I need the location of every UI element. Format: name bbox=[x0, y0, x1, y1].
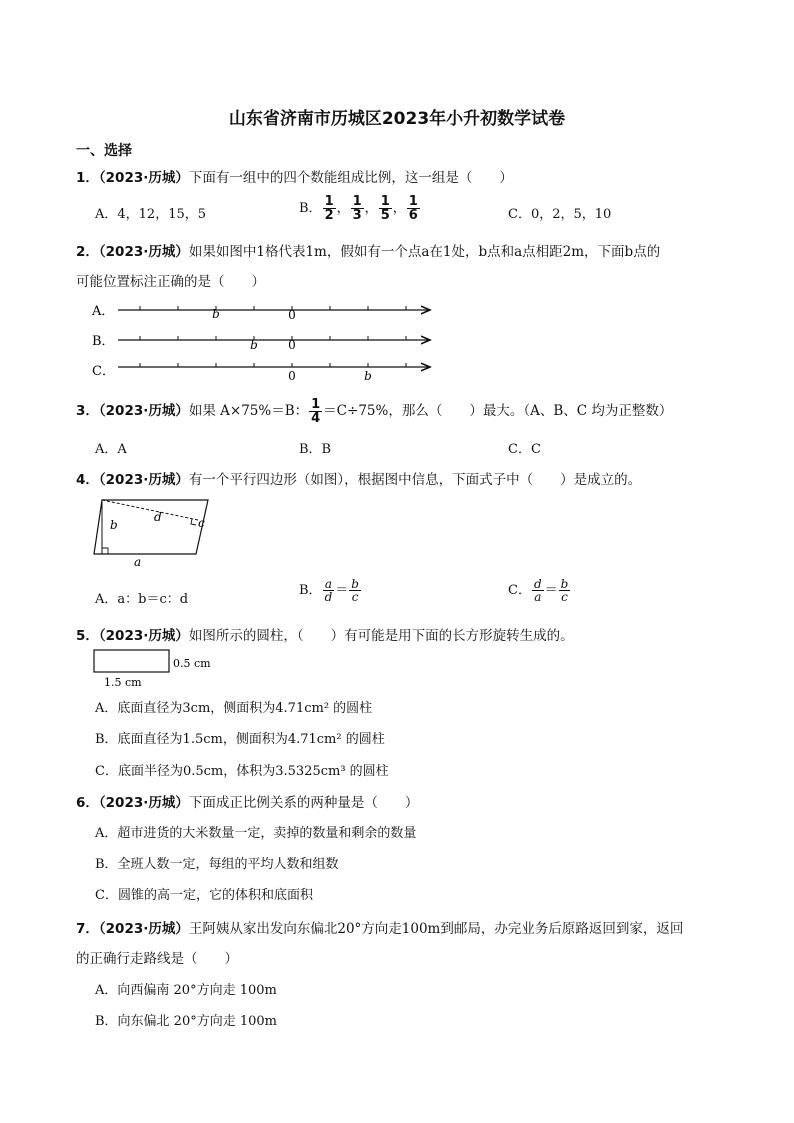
q4-option-c: C． $\frac{d}{a}$ ＝ $\frac{b}{c}$ bbox=[508, 577, 569, 604]
number-lines-figure bbox=[90, 295, 440, 385]
b-point-label: b bbox=[212, 307, 220, 321]
separator: ， bbox=[336, 201, 350, 216]
fraction: $\frac{b}{c}$ bbox=[351, 577, 359, 604]
zero-label: 0 bbox=[288, 338, 296, 352]
fraction: $\frac{1}{5}$ bbox=[380, 194, 390, 223]
q1-option-b bbox=[299, 195, 421, 222]
label-c: c bbox=[198, 516, 205, 530]
question-text: 如果 A×75%＝B： bbox=[188, 403, 309, 419]
label-d: d bbox=[154, 510, 162, 524]
parallelogram-figure bbox=[88, 494, 218, 570]
fraction: $\frac{b}{c}$ bbox=[560, 577, 569, 604]
q5-option-a: A．底面直径为3cm，侧面积为4.71cm² 的圆柱 bbox=[95, 701, 373, 716]
question-text: 下面成正比例关系的两种量是（ ） bbox=[188, 795, 419, 811]
number-line-c bbox=[92, 363, 430, 383]
q1-option-a: A．4，12，15，5 bbox=[95, 207, 207, 222]
question-5 bbox=[76, 624, 574, 644]
fraction: $\frac{1}{4}$ bbox=[311, 397, 321, 426]
rectangle-width-label: 1.5 cm bbox=[104, 676, 142, 688]
fraction: $\frac{1}{6}$ bbox=[408, 194, 418, 223]
number-line-label: A． bbox=[92, 304, 115, 319]
zero-label: 0 bbox=[288, 308, 296, 322]
question-text: 如图所示的圆柱，（ ）有可能是用下面的长方形旋转生成的。 bbox=[188, 628, 574, 644]
question-source: （2023·历城） bbox=[98, 921, 189, 937]
q7-option-a: A．向西偏南 20°方向走 100m bbox=[95, 983, 277, 998]
q5-option-c: C．底面半径为0.5cm，体积为3.5325cm³ 的圆柱 bbox=[95, 764, 389, 779]
q4-option-a: A．a：b＝c：d bbox=[95, 592, 189, 607]
q3-option-b: B．B bbox=[299, 442, 332, 457]
question-3 bbox=[76, 398, 672, 425]
q3-option-c: C．C bbox=[508, 442, 541, 457]
question-source: （2023·历城） bbox=[98, 628, 189, 644]
number-line-b bbox=[92, 334, 430, 352]
fraction: $\frac{1}{3}$ bbox=[352, 194, 362, 223]
question-1 bbox=[76, 166, 513, 186]
question-text: 如果如图中1格代表1m，假如有一个点a在1处，b点和a点相距2m，下面b点的 bbox=[188, 244, 661, 260]
question-source: （2023·历城） bbox=[98, 795, 189, 811]
question-4 bbox=[76, 468, 641, 488]
number-line-label: C． bbox=[92, 364, 115, 379]
separator: ， bbox=[392, 201, 406, 216]
page-title: 山东省济南市历城区2023年小升初数学试卷 bbox=[228, 109, 566, 129]
label-b: b bbox=[110, 518, 118, 532]
section-heading: 一、选择 bbox=[76, 143, 132, 159]
question-text: 有一个平行四边形（如图），根据图中信息，下面式子中（ ）是成立的。 bbox=[188, 472, 642, 488]
question-7 bbox=[76, 917, 683, 937]
q4-option-b: B． $\frac{a}{d}$ ＝ $\frac{b}{c}$ bbox=[299, 577, 359, 604]
question-source: （2023·历城） bbox=[98, 244, 189, 260]
question-number: 3． bbox=[76, 403, 99, 419]
question-number: 5． bbox=[76, 628, 99, 644]
fraction: $\frac{a}{d}$ bbox=[324, 577, 333, 604]
separator: ， bbox=[364, 201, 378, 216]
zero-label: 0 bbox=[288, 369, 296, 383]
rectangle-height-label: 0.5 cm bbox=[173, 657, 211, 670]
b-point-label: b bbox=[250, 338, 258, 352]
option-label: B． bbox=[299, 201, 322, 216]
label-a: a bbox=[134, 555, 142, 569]
q6-option-c: C．圆锥的高一定，它的体积和底面积 bbox=[95, 888, 313, 903]
question-6 bbox=[76, 791, 418, 811]
number-line-label: B． bbox=[92, 334, 115, 349]
fraction: $\frac{1}{2}$ bbox=[324, 194, 334, 223]
question-2 bbox=[76, 240, 660, 260]
b-point-label: b bbox=[364, 369, 372, 383]
fraction: $\frac{d}{a}$ bbox=[533, 577, 542, 604]
q1-option-c: C．0，2，5，10 bbox=[508, 207, 612, 222]
q6-option-a: A．超市进货的大米数量一定，卖掉的数量和剩余的数量 bbox=[95, 826, 417, 841]
q7-option-b: B．向东偏北 20°方向走 100m bbox=[95, 1014, 278, 1029]
question-number: 2． bbox=[76, 244, 99, 260]
q6-option-b: B．全班人数一定，每组的平均人数和组数 bbox=[95, 857, 339, 872]
question-source: （2023·历城） bbox=[98, 472, 189, 488]
q5-option-b: B．底面直径为1.5cm，侧面积为4.71cm² 的圆柱 bbox=[95, 732, 385, 747]
question-source: （2023·历城） bbox=[98, 403, 189, 419]
question-7-line-2: 的正确行走路线是（ ） bbox=[76, 951, 238, 967]
question-number: 6． bbox=[76, 795, 99, 811]
number-line-a bbox=[91, 304, 430, 322]
question-source: （2023·历城） bbox=[98, 170, 189, 186]
q3-option-a: A．A bbox=[95, 442, 127, 457]
question-number: 4． bbox=[76, 472, 99, 488]
rectangle-figure bbox=[92, 648, 232, 688]
question-text: 王阿姨从家出发向东偏北20°方向走100m到邮局，办完业务后原路返回到家，返回 bbox=[188, 921, 684, 937]
question-text: ＝C÷75%，那么（ ）最大。（A、B、C 均为正整数） bbox=[323, 403, 673, 419]
question-number: 1． bbox=[76, 170, 99, 186]
question-text: 下面有一组中的四个数能组成比例，这一组是（ ） bbox=[188, 170, 513, 186]
question-2-line-2: 可能位置标注正确的是（ ） bbox=[76, 274, 265, 290]
question-number: 7． bbox=[76, 921, 99, 937]
